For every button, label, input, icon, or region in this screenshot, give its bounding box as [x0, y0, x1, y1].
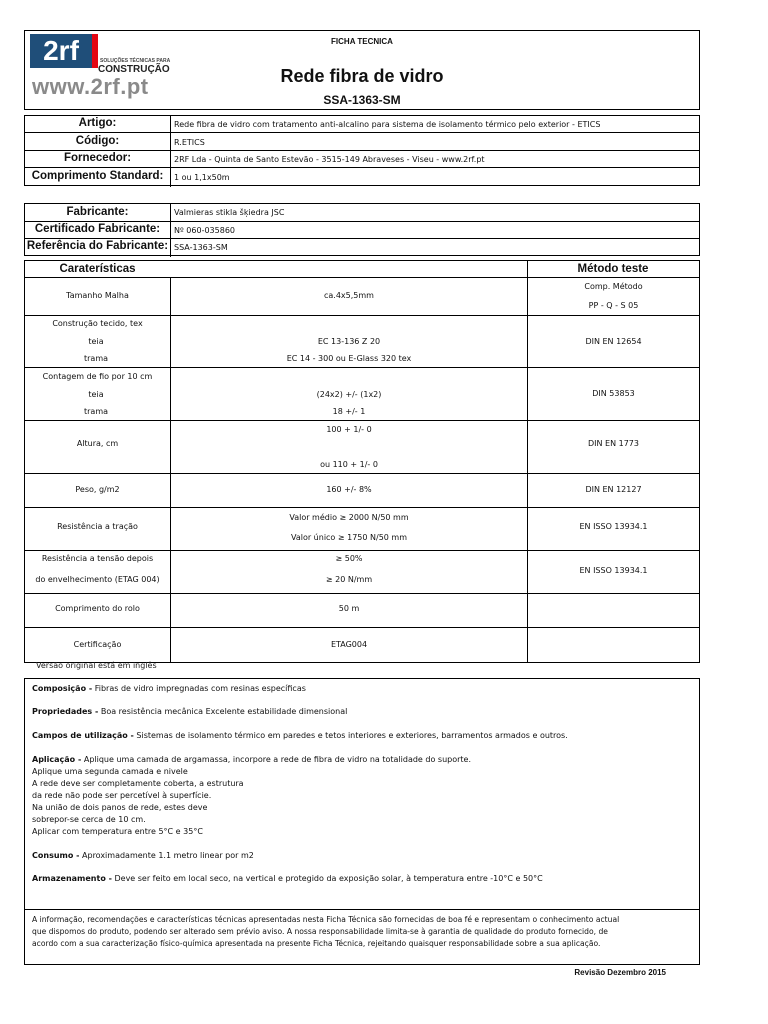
tamanho-malha-method-2: PP - Q - S 05: [588, 301, 639, 310]
contagem-method: DIN 53853: [592, 389, 635, 398]
company-logo: [30, 34, 180, 104]
resistencia-method: EN ISSO 13934.1: [579, 522, 648, 531]
tamanho-malha-value: ca.4x5,5mm: [324, 291, 374, 300]
logo-mark: 2rf: [30, 34, 92, 68]
altura-value-2: ou 110 + 1/- 0: [320, 460, 378, 469]
aplicacao-line-2: A rede deve ser completamente coberta, a estrutura: [32, 779, 244, 788]
altura-label: Altura, cm: [76, 439, 119, 448]
aplicacao-line-6: Aplicar com temperatura entre 5°C e 35°C: [32, 827, 203, 836]
resistencia-value-1: Valor médio ≥ 2000 N/50 mm: [289, 513, 409, 522]
codigo-value: R.ETICS: [174, 138, 205, 147]
tensao-value-1: ≥ 50%: [335, 554, 363, 563]
logo-tagline-2: CONSTRUÇÃO: [98, 64, 170, 75]
contagem-teia: teia: [88, 390, 104, 399]
construcao-label: Construção tecido, tex: [52, 319, 143, 328]
comprimento-rolo-label: Comprimento do rolo: [55, 604, 140, 613]
peso-value: 160 +/- 8%: [326, 485, 372, 494]
contagem-label: Contagem de fio por 10 cm: [42, 372, 153, 381]
comprimento-standard-label: Comprimento Standard:: [31, 170, 164, 182]
referencia-label: Referência do Fabricante:: [26, 240, 169, 252]
construcao-trama: trama: [83, 354, 109, 363]
armazenamento-label: Armazenamento -: [32, 874, 112, 883]
propriedades-label: Propriedades -: [32, 707, 99, 716]
aplicacao-line-5: sobrepor-se cerca de 10 cm.: [32, 815, 146, 824]
aplicacao-line-3: da rede não pode ser percetível à superfície.: [32, 791, 212, 800]
comprimento-rolo-value: 50 m: [338, 604, 360, 613]
codigo-label: Código:: [75, 135, 120, 147]
composicao-line: [32, 683, 692, 695]
col-caracteristicas: Caraterísticas: [59, 263, 136, 275]
consumo-line: [32, 850, 692, 862]
construcao-teia: teia: [88, 337, 104, 346]
certificado-value: Nº 060-035860: [174, 226, 235, 235]
construcao-value-2: EC 14 - 300 ou E-Glass 320 tex: [286, 354, 412, 363]
logo-accent: [92, 34, 98, 68]
original-version-note: Versão original está em inglês: [36, 661, 157, 670]
tensao-value-2: ≥ 20 N/mm: [325, 575, 373, 584]
contagem-value-1: (24x2) +/- (1x2): [316, 390, 382, 399]
certificado-label: Certificado Fabricante:: [34, 223, 161, 235]
logo-website: www.2rf.pt: [32, 74, 149, 99]
campos-text: Sistemas de isolamento térmico em paredes e tetos interiores e exteriores, barramentos armados e outros.: [133, 731, 568, 740]
fornecedor-label: Fornecedor:: [63, 152, 132, 164]
product-table: [24, 115, 700, 186]
contagem-value-2: 18 +/- 1: [332, 407, 366, 416]
consumo-label: Consumo -: [32, 851, 80, 860]
referencia-value: SSA-1363-SM: [174, 243, 228, 252]
composicao-label: Composição -: [32, 684, 93, 693]
artigo-value: Rede fibra de vidro com tratamento anti-alcalino para sistema de isolamento térmico pelo exterior - ETICS: [174, 120, 601, 129]
fabricante-value: Valmieras stikla šķiedra JSC: [174, 208, 285, 217]
propriedades-text: Boa resistência mecânica Excelente estabilidade dimensional: [98, 707, 348, 716]
propriedades-line: [32, 706, 692, 718]
aplicacao-line: [32, 754, 692, 766]
aplicacao-label: Aplicação -: [32, 755, 82, 764]
construcao-value-1: EC 13-136 Z 20: [317, 337, 381, 346]
manufacturer-table: [24, 203, 700, 256]
fabricante-label: Fabricante:: [66, 206, 129, 218]
page-title: Rede fibra de vidro: [280, 66, 444, 86]
resistencia-label: Resistência a tração: [57, 522, 138, 531]
tensao-method: EN ISSO 13934.1: [579, 566, 648, 575]
product-code: SSA-1363-SM: [323, 93, 401, 107]
fornecedor-value: 2RF Lda - Quinta de Santo Estevão - 3515-149 Abraveses - Viseu - www.2rf.pt: [174, 155, 485, 164]
col-metodo-teste: Método teste: [577, 263, 649, 275]
armazenamento-text: Deve ser feito em local seco, na vertical e protegido da exposição solar, à temperatura entre -10°C e 50°C: [111, 874, 543, 883]
disclaimer-line-2: que dispomos do produto, podendo ser alterado sem prévio aviso. A nossa responsabilidade limita-se à garantia de qualidade do produto fornecido, de: [32, 927, 608, 936]
peso-method: DIN EN 12127: [585, 485, 642, 494]
certificacao-label: Certificação: [73, 640, 122, 649]
artigo-label: Artigo:: [78, 117, 117, 129]
campos-label: Campos de utilização -: [32, 731, 134, 740]
contagem-trama: trama: [83, 407, 109, 416]
specs-table: [24, 260, 700, 663]
aplicacao-line-1: Aplique uma segunda camada e nivele: [32, 767, 188, 776]
comprimento-standard-value: 1 ou 1,1x50m: [174, 173, 230, 182]
disclaimer-line-3: acordo com a sua caracterização físico-química apresentada na presente Ficha Técnica, rejeitando quaisquer responsabilidade sobre a sua aplicação.: [32, 939, 601, 948]
doc-type: FICHA TECNICA: [331, 37, 393, 46]
construcao-method: DIN EN 12654: [585, 337, 642, 346]
altura-value-1: 100 + 1/- 0: [326, 425, 372, 434]
resistencia-value-2: Valor único ≥ 1750 N/50 mm: [290, 533, 408, 542]
tamanho-malha-label: Tamanho Malha: [66, 291, 129, 300]
disclaimer-line-1: A informação, recomendações e características técnicas apresentadas nesta Ficha Técnica são fornecidas de boa fé e representam o conhecimento actual: [32, 915, 620, 924]
tensao-label-2: do envelhecimento (ETAG 004): [35, 575, 160, 584]
disclaimer: [32, 914, 696, 950]
campos-line: [32, 730, 692, 742]
composicao-text: Fibras de vidro impregnadas com resinas específicas: [92, 684, 306, 693]
certificacao-value: ETAG004: [330, 640, 368, 649]
altura-method: DIN EN 1773: [588, 439, 639, 448]
consumo-text: Aproximadamente 1.1 metro linear por m2: [79, 851, 254, 860]
aplicacao-text: Aplique uma camada de argamassa, incorpore a rede de fibra de vidro na totalidade do suporte.: [81, 755, 472, 764]
revision-date: Revisão Dezembro 2015: [574, 968, 666, 977]
armazenamento-line: [32, 873, 692, 885]
tensao-label-1: Resistência a tensão depois: [41, 554, 154, 563]
peso-label: Peso, g/m2: [75, 485, 120, 494]
tamanho-malha-method-1: Comp. Método: [584, 282, 643, 291]
logo-tagline-1: SOLUÇÕES TÉCNICAS PARA: [100, 58, 171, 64]
aplicacao-line-4: Na união de dois panos de rede, estes deve: [32, 803, 208, 812]
aplicacao-block: [32, 754, 692, 838]
